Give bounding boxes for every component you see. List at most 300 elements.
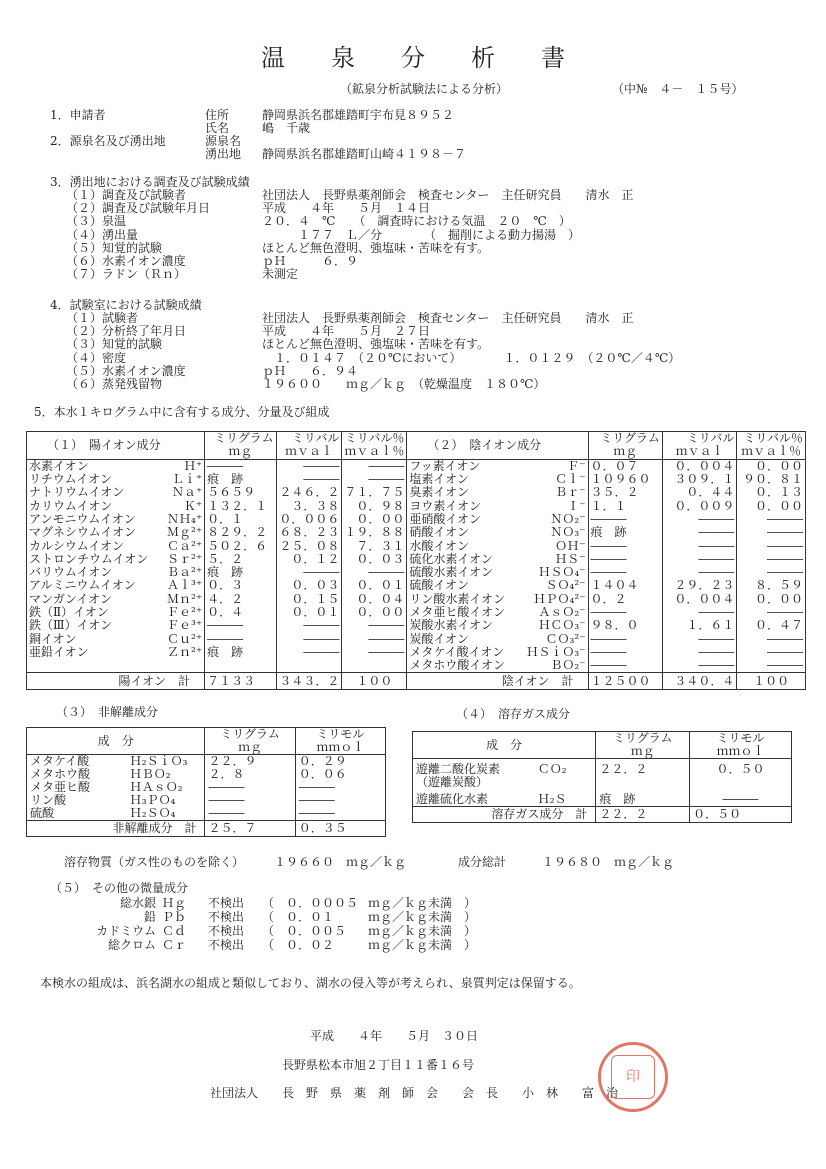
gas-name: 遊離硫化水素 — [416, 792, 489, 806]
cation-pct: ――― — [342, 459, 407, 473]
cation-pct-header: ミリバル％ — [342, 432, 407, 446]
anion-formula: ＮＯ₂⁻ — [550, 511, 586, 526]
cation-formula: Ａｌ³⁺ — [167, 578, 203, 593]
trace-unit: ｍｇ／ｋｇ未満 ） — [368, 924, 477, 938]
anion-pct: ――― — [737, 659, 806, 673]
composition-heading: 5．本水１キログラム中に含有する成分、分量及び組成 — [34, 405, 330, 419]
nonion-mmol: ――― — [295, 794, 385, 807]
anion-mg: 痕 跡 — [588, 526, 662, 539]
anion-pct: ――― — [737, 539, 806, 552]
gas-name-sub: （遊離炭酸） — [416, 775, 489, 789]
field-item-value: ｐＨ ６．９ — [262, 254, 359, 268]
cation-mval: ――― — [276, 619, 342, 632]
anion-pct: ０．１３ — [737, 486, 806, 499]
cation-mg: ５．２ — [205, 553, 277, 566]
applicant-heading: 1．申請者 — [50, 108, 106, 122]
anion-mg: ――― — [588, 566, 662, 579]
lab-item-value: ほとんど無色澄明、強塩味・苦味を有す。 — [262, 337, 490, 352]
cation-formula: Ｚｎ²⁺ — [167, 644, 203, 659]
anion-formula: Ｃｌ⁻ — [555, 472, 586, 487]
gas-name: 遊離二酸化炭素 — [416, 762, 501, 776]
nonion-formula: Ｈ₂ＳｉＯ₃ — [129, 754, 188, 768]
trace-formula: Ｃｄ — [162, 924, 187, 938]
source-heading: 2．源泉名及び湧出地 — [50, 134, 166, 148]
name-label: 氏名 — [205, 121, 230, 135]
gas-name-cell — [413, 789, 535, 807]
table-row — [27, 499, 806, 512]
lab-item-value: １．０１４７ （２０℃において） １．０１２９ （２０℃／４℃） — [262, 350, 681, 365]
anion-pct: ０．００ — [737, 459, 806, 473]
lab-item-label: （１）試験者 — [66, 311, 139, 325]
anion-pct-unit: ｍｖａｌ％ — [737, 445, 806, 459]
gas-mg-header: ミリグラム — [596, 732, 690, 746]
nonion-mg: ――― — [205, 807, 295, 821]
official-seal — [598, 1042, 668, 1112]
anion-mval: ――― — [662, 539, 736, 552]
trace-formula: Ｈｇ — [162, 896, 187, 910]
cation-mg: ８２９．２ — [205, 526, 277, 539]
anion-pct: ――― — [737, 632, 806, 645]
cation-formula: Ｆｅ²⁺ — [167, 605, 203, 619]
seal-text: 印 — [611, 1055, 655, 1099]
gas-mmol-header: ミリモル — [690, 732, 792, 746]
nonion-name: リン酸 — [30, 793, 67, 807]
anion-name: 亜硝酸イオン — [407, 513, 524, 526]
anion-name: メタ亜ヒ酸イオン — [407, 606, 524, 619]
cation-mg: ――― — [205, 619, 277, 632]
anion-name: 硫酸イオン — [407, 579, 524, 592]
field-item-label: （４）湧出量 — [66, 227, 139, 242]
anion-name: 硫化水素イオン — [407, 553, 524, 566]
lab-item-value: 平成 ４年 ５月 ２７日 — [262, 324, 431, 339]
cation-mval: ２４６．２ — [276, 486, 342, 499]
table-row — [27, 646, 806, 659]
lab-item-label: （４）密度 — [66, 350, 127, 365]
cation-name: 鉄（Ⅲ）イオン — [29, 618, 113, 633]
anion-mg: ――― — [588, 632, 662, 645]
gas-name-cell — [413, 759, 535, 790]
cation-total-mg: ７１３３ — [205, 673, 277, 690]
cation-mval: ０．００６ — [276, 513, 342, 526]
trace-unit: ｍｇ／ｋｇ未満 ） — [368, 896, 477, 910]
field-item-label: （２）調査及び試験年月日 — [66, 201, 211, 216]
table-row — [27, 593, 806, 606]
field-item-value: １７７ Ｌ／分 （ 掘削による動力揚湯 ） — [262, 227, 581, 242]
trace-result: 不検出 — [208, 938, 245, 952]
trace-name: 総水銀 — [119, 896, 156, 910]
field-item-value: 未測定 — [262, 267, 299, 282]
cation-pct — [342, 659, 407, 673]
location-label: 湧出地 — [205, 147, 242, 161]
gas-formula: Ｈ₂Ｓ — [537, 792, 567, 806]
nonion-mmol: ――― — [295, 807, 385, 821]
anion-formula: Ｉ⁻ — [567, 498, 586, 513]
cation-name: 銅イオン — [29, 631, 77, 646]
lab-item-value: １９６００ ｍｇ／ｋｇ （乾燥温度 １８０℃） — [262, 377, 546, 391]
anion-total-pct: １００ — [737, 673, 806, 690]
table-row — [27, 807, 386, 821]
cation-pct: ０．００ — [342, 606, 407, 619]
anion-name: リン酸水素イオン — [407, 593, 524, 606]
cation-formula: Ｈ⁺ — [183, 458, 203, 473]
nonion-mg-unit: ｍｇ — [205, 741, 295, 755]
anion-mval: ０．００４ — [662, 459, 736, 473]
table-row — [27, 659, 806, 673]
total-components: 成分総計 １９６８０ ｍｇ／ｋｇ — [458, 855, 675, 869]
source-location: 静岡県浜名郡雄踏町山崎４１９８－７ — [262, 147, 467, 161]
cation-mg — [205, 659, 277, 673]
cation-header: （１） 陽イオン成分 — [27, 432, 205, 460]
anion-formula: ＳＯ₄²⁻ — [545, 578, 586, 593]
anion-name: フッ素イオン — [407, 459, 524, 473]
dissolved-matter: 溶存物質（ガス性のものを除く） １９６６０ ｍｇ／ｋｇ — [64, 855, 407, 869]
cation-mg: ０．３ — [205, 579, 277, 592]
anion-pct: ――― — [737, 566, 806, 579]
anion-mval: ３０９．１ — [662, 473, 736, 486]
lab-item-value: ｐＨ ６．９４ — [262, 363, 359, 378]
table-row — [27, 755, 386, 769]
nonion-name: 硫酸 — [30, 806, 55, 820]
anion-mval: ――― — [662, 553, 736, 566]
field-item-value: ほとんど無色澄明、強塩味・苦味を有す。 — [262, 240, 490, 255]
field-item-label: （６）水素イオン濃度 — [66, 254, 186, 268]
anion-name: 硝酸イオン — [407, 526, 524, 539]
cation-pct: ――― — [342, 632, 407, 645]
anion-mg: ――― — [588, 646, 662, 659]
anion-mval: ――― — [662, 646, 736, 659]
anion-pct-header: ミリバル％ — [737, 432, 806, 446]
trace-name: 鉛 — [143, 910, 156, 924]
table-row — [27, 632, 806, 645]
cation-mval: ０．０１ — [276, 606, 342, 619]
nonion-mg: ２．８ — [205, 768, 295, 781]
nonion-mmol-header: ミリモル — [295, 728, 385, 742]
anion-name: 塩素イオン — [407, 473, 524, 486]
cation-mg: 痕 跡 — [205, 646, 277, 659]
gas-table — [412, 731, 792, 823]
cation-mval: ０．０３ — [276, 579, 342, 592]
cation-formula: Ｍｎ²⁺ — [167, 591, 203, 606]
nonion-table — [26, 727, 386, 837]
anion-mval-unit: ｍｖａｌ — [662, 445, 736, 459]
trace-limit: （ ０．００５ — [262, 924, 347, 938]
cation-mval: ――― — [276, 459, 342, 473]
anion-pct: ０．００ — [737, 499, 806, 512]
anion-total-mg: １２５００ — [588, 673, 662, 690]
anion-pct: ０．００ — [737, 593, 806, 606]
remark: 本検水の組成は、浜名湖水の組成と類似しており、湖水の侵入等が考えられ、泉質判定は保留する。 — [40, 976, 581, 990]
table-row — [27, 553, 806, 566]
field-item-label: （３）泉温 — [66, 214, 127, 229]
cation-mg-unit: ｍｇ — [205, 445, 277, 459]
cation-pct: ７１．７５ — [342, 486, 407, 499]
trace-result: 不検出 — [208, 924, 245, 938]
gas-mmol: ――― — [690, 789, 792, 807]
anion-pct: ０．４７ — [737, 619, 806, 632]
trace-limit: （ ０．０２ — [262, 938, 335, 952]
cation-name: ナトリウムイオン — [29, 485, 125, 500]
cation-mg-header: ミリグラム — [205, 432, 277, 446]
trace-formula: Ｐｂ — [162, 910, 187, 924]
nonion-total-label: 非解離成分 計 — [27, 821, 205, 837]
trace-result: 不検出 — [208, 910, 245, 924]
cation-pct: １９．８８ — [342, 526, 407, 539]
cation-name: カリウムイオン — [29, 498, 113, 513]
anion-name: 炭酸イオン — [407, 632, 524, 645]
gas-formula: ＣＯ₂ — [537, 762, 567, 776]
nonion-formula: ＨＢＯ₂ — [129, 767, 171, 781]
field-item-label: （５）知覚的試験 — [66, 240, 163, 255]
cation-pct: ０．００ — [342, 513, 407, 526]
anion-mval: ――― — [662, 566, 736, 579]
anion-formula: ＢＯ₂⁻ — [550, 658, 586, 673]
cation-mval: ２５．０８ — [276, 539, 342, 552]
anion-mg: ９８．０ — [588, 619, 662, 632]
anion-mval: ――― — [662, 606, 736, 619]
cation-pct: ７．３１ — [342, 539, 407, 552]
gas-total-mg: ２２．２ — [596, 807, 690, 823]
table-row — [27, 459, 806, 473]
cation-mval-header: ミリバル — [276, 432, 342, 446]
cation-mg: ５６５９ — [205, 486, 277, 499]
anion-name: 水酸イオン — [407, 539, 524, 552]
cation-pct: ０．０４ — [342, 593, 407, 606]
anion-mg: ――― — [588, 659, 662, 673]
anion-mval: １．６１ — [662, 619, 736, 632]
anion-mg: １０９６０ — [588, 473, 662, 486]
gas-total-label: 溶存ガス成分 計 — [413, 807, 596, 823]
cation-name: バリウムイオン — [29, 565, 113, 580]
anion-mval: ０．００４ — [662, 593, 736, 606]
cation-formula: Ｃａ²⁺ — [167, 538, 203, 553]
nonion-mmol-unit: ｍｍｏｌ — [295, 741, 385, 755]
field-test-heading: 3．湧出地における調査及び試験成績 — [50, 175, 250, 189]
cation-pct-unit: ｍｖａｌ％ — [342, 445, 407, 459]
field-item-value: 平成 ４年 ５月 １４日 — [262, 201, 431, 216]
anion-mval: ――― — [662, 659, 736, 673]
trace-name: カドミウム — [96, 924, 156, 938]
anion-mg: ０．２ — [588, 593, 662, 606]
anion-formula: ＣＯ₃²⁻ — [545, 631, 586, 646]
cation-formula: ＮＨ₄⁺ — [167, 511, 203, 526]
anion-mval: ０．４４ — [662, 486, 736, 499]
gas-mg: 痕 跡 — [596, 789, 690, 807]
nonion-formula: Ｈ₂ＳＯ₄ — [129, 806, 176, 820]
cation-formula: Ｌｉ⁺ — [171, 472, 203, 487]
anion-mg: ――― — [588, 539, 662, 552]
cation-mval: ――― — [276, 566, 342, 579]
cation-mval: ――― — [276, 632, 342, 645]
anion-formula: ＨＳ⁻ — [555, 551, 586, 566]
anion-mg: ３５．２ — [588, 486, 662, 499]
lab-item-label: （２）分析終了年月日 — [66, 324, 187, 339]
cation-formula: Ｃｕ²⁺ — [167, 631, 203, 646]
subtitle: （鉱泉分析試験法による分析） — [340, 82, 509, 96]
anion-mg: ０．０７ — [588, 459, 662, 473]
lab-item-label: （６）蒸発残留物 — [66, 377, 163, 391]
anion-name: 炭酸水素イオン — [407, 619, 524, 632]
trace-limit: （ ０．０１ — [262, 910, 335, 924]
cation-name — [27, 659, 151, 673]
cation-name: マンガンイオン — [29, 591, 113, 606]
anion-mval: ０．００９ — [662, 499, 736, 512]
cation-mval-unit: ｍｖａｌ — [276, 445, 342, 459]
anion-name: メタケイ酸イオン — [407, 646, 524, 659]
cation-formula: Ｋ⁺ — [183, 498, 203, 513]
anion-pct: ――― — [737, 513, 806, 526]
gas-mg-unit: ｍｇ — [596, 745, 690, 759]
cation-mval: ――― — [276, 473, 342, 486]
cation-total-pct: １００ — [342, 673, 407, 690]
anion-header: （２） 陰イオン成分 — [407, 432, 588, 460]
cation-formula — [150, 659, 204, 673]
anion-mg-header: ミリグラム — [588, 432, 662, 446]
table-row — [27, 526, 806, 539]
table-row — [413, 789, 792, 807]
anion-mg: ――― — [588, 606, 662, 619]
field-item-label: （１）調査及び試験者 — [66, 188, 187, 202]
cation-total-label: 陽イオン 計 — [27, 673, 205, 690]
cation-name: カルシウムイオン — [29, 538, 124, 553]
table-row — [27, 539, 806, 552]
anion-name: ヨウ素イオン — [407, 499, 524, 512]
cation-mg: ５０２．６ — [205, 539, 277, 552]
anion-formula: ＨＣＯ₃⁻ — [538, 618, 586, 633]
anion-mval: ――― — [662, 632, 736, 645]
cation-pct: ０．９８ — [342, 499, 407, 512]
cation-formula: Ｎａ⁺ — [171, 485, 203, 500]
org-signature: 社団法人 長 野 県 薬 剤 師 会 会 長 小 林 富 治 — [210, 1086, 619, 1100]
anion-pct: ――― — [737, 553, 806, 566]
lab-test-heading: 4．試験室における試験成績 — [50, 298, 202, 312]
anion-name: メタホウ酸イオン — [407, 659, 524, 673]
trace-name: 総クロム — [107, 938, 156, 952]
anion-formula: ＮＯ₃⁻ — [550, 525, 586, 540]
cation-pct: ０．０１ — [342, 579, 407, 592]
gas-mmol: ０．５０ — [690, 759, 792, 790]
nonion-name: メタホウ酸 — [30, 767, 91, 781]
anion-mg: ――― — [588, 513, 662, 526]
source-name-label: 源泉名 — [205, 134, 242, 148]
nonion-mg: ２２．９ — [205, 755, 295, 769]
cation-mg: ４．２ — [205, 593, 277, 606]
issue-date: 平成 ４年 ５月 ３０日 — [310, 1029, 479, 1043]
anion-pct: ――― — [737, 646, 806, 659]
lab-item-label: （５）水素イオン濃度 — [66, 363, 186, 378]
anion-name: 硫酸水素イオン — [407, 566, 524, 579]
nonion-mg: ――― — [205, 794, 295, 807]
trace-unit: ｍｇ／ｋｇ未満 ） — [368, 938, 477, 952]
org-address: 長野県松本市旭２丁目１１番１６号 — [282, 1058, 475, 1072]
anion-mval: ――― — [662, 526, 736, 539]
cation-mg: ――― — [205, 632, 277, 645]
anion-formula: Ｂｒ⁻ — [555, 485, 586, 500]
trace-result: 不検出 — [208, 896, 245, 910]
anion-mval: ２９．２３ — [662, 579, 736, 592]
cation-name: 鉄（Ⅱ）イオン — [29, 605, 109, 619]
cation-mg: ０．４ — [205, 606, 277, 619]
anion-pct: ９０．８１ — [737, 473, 806, 486]
cation-name: リチウムイオン — [29, 472, 113, 487]
anion-formula: ＨＳｉＯ₃⁻ — [526, 644, 586, 659]
gas-heading: （４） 溶存ガス成分 — [456, 707, 571, 721]
field-item-value: 社団法人 長野県薬剤師会 検査センター 主任研究員 清水 正 — [262, 188, 634, 202]
cation-name: アルミニウムイオン — [29, 578, 136, 593]
anion-formula: ＡｓＯ₂⁻ — [538, 605, 586, 619]
gas-mg: ２２．２ — [596, 759, 690, 790]
nonion-mmol: ０．０６ — [295, 768, 385, 781]
cation-pct: ０．０３ — [342, 553, 407, 566]
ion-table — [26, 431, 806, 690]
document-title: 温泉分析書 — [261, 44, 611, 72]
lab-item-label: （３）知覚的試験 — [66, 337, 163, 352]
cation-name: 水素イオン — [29, 458, 89, 473]
address-label: 住所 — [205, 108, 230, 122]
cation-formula: Ｓｒ²⁺ — [167, 551, 203, 566]
nonion-name: メタ亜ヒ酸 — [30, 780, 91, 794]
cation-mval: ０．１５ — [276, 593, 342, 606]
nonion-comp-header: 成 分 — [27, 728, 205, 755]
anion-mg-unit: ｍｇ — [588, 445, 662, 459]
nonion-mmol: ――― — [295, 781, 385, 794]
anion-formula: Ｆ⁻ — [567, 458, 586, 473]
nonion-formula: ＨＡｓＯ₂ — [129, 780, 183, 794]
anion-total-mval: ３４０．４ — [662, 673, 736, 690]
nonion-heading: （３） 非解離成分 — [56, 705, 159, 719]
cation-mg: ０．１ — [205, 513, 277, 526]
cation-name: アンモニウムイオン — [29, 511, 136, 526]
cation-mval: ３．３８ — [276, 499, 342, 512]
field-item-label: （７）ラドン（Ｒｎ） — [66, 267, 187, 282]
cation-mg: １３２．１ — [205, 499, 277, 512]
anion-name: 臭素イオン — [407, 486, 524, 499]
anion-mg: ――― — [588, 553, 662, 566]
anion-formula: ＯＨ⁻ — [555, 538, 586, 553]
lab-item-value: 社団法人 長野県薬剤師会 検査センター 主任研究員 清水 正 — [262, 311, 634, 325]
trace-heading: （５） その他の微量成分 — [50, 881, 189, 895]
applicant-address: 静岡県浜名郡雄踏町宇布見８９５２ — [262, 108, 455, 122]
cation-formula: Ｆｅ³⁺ — [167, 618, 203, 633]
cation-formula: Ｂａ²⁺ — [167, 565, 203, 580]
cation-mg: 痕 跡 — [205, 566, 277, 579]
gas-mmol-unit: ｍｍｏｌ — [690, 745, 792, 759]
cation-pct: ――― — [342, 646, 407, 659]
table-row — [27, 619, 806, 632]
table-row — [413, 759, 792, 790]
applicant-name: 嶋 千歳 — [262, 121, 311, 135]
trace-limit: （ ０．０００５ — [262, 896, 359, 910]
gas-comp-header: 成 分 — [413, 732, 596, 759]
anion-pct: ――― — [737, 526, 806, 539]
nonion-mg-header: ミリグラム — [205, 728, 295, 742]
cation-mg: 痕 跡 — [205, 473, 277, 486]
nonion-formula: Ｈ₃ＰＯ₄ — [129, 793, 176, 807]
cation-name: 亜鉛イオン — [29, 644, 89, 659]
cation-name: ストロンチウムイオン — [29, 551, 149, 566]
anion-mval: ――― — [662, 513, 736, 526]
anion-formula: ＨＳＯ₄⁻ — [538, 565, 586, 580]
nonion-mmol: ０．２９ — [295, 755, 385, 769]
gas-total-mmol: ０．５０ — [690, 807, 792, 823]
document-number: （中№ ４－ １５号） — [612, 82, 744, 96]
nonion-total-mmol: ０．３５ — [295, 821, 385, 837]
table-row — [27, 486, 806, 499]
cation-pct: ――― — [342, 473, 407, 486]
cation-mval: ６８．２３ — [276, 526, 342, 539]
anion-pct: ――― — [737, 606, 806, 619]
anion-mg: １．１ — [588, 499, 662, 512]
cation-mval: ０．１２ — [276, 553, 342, 566]
